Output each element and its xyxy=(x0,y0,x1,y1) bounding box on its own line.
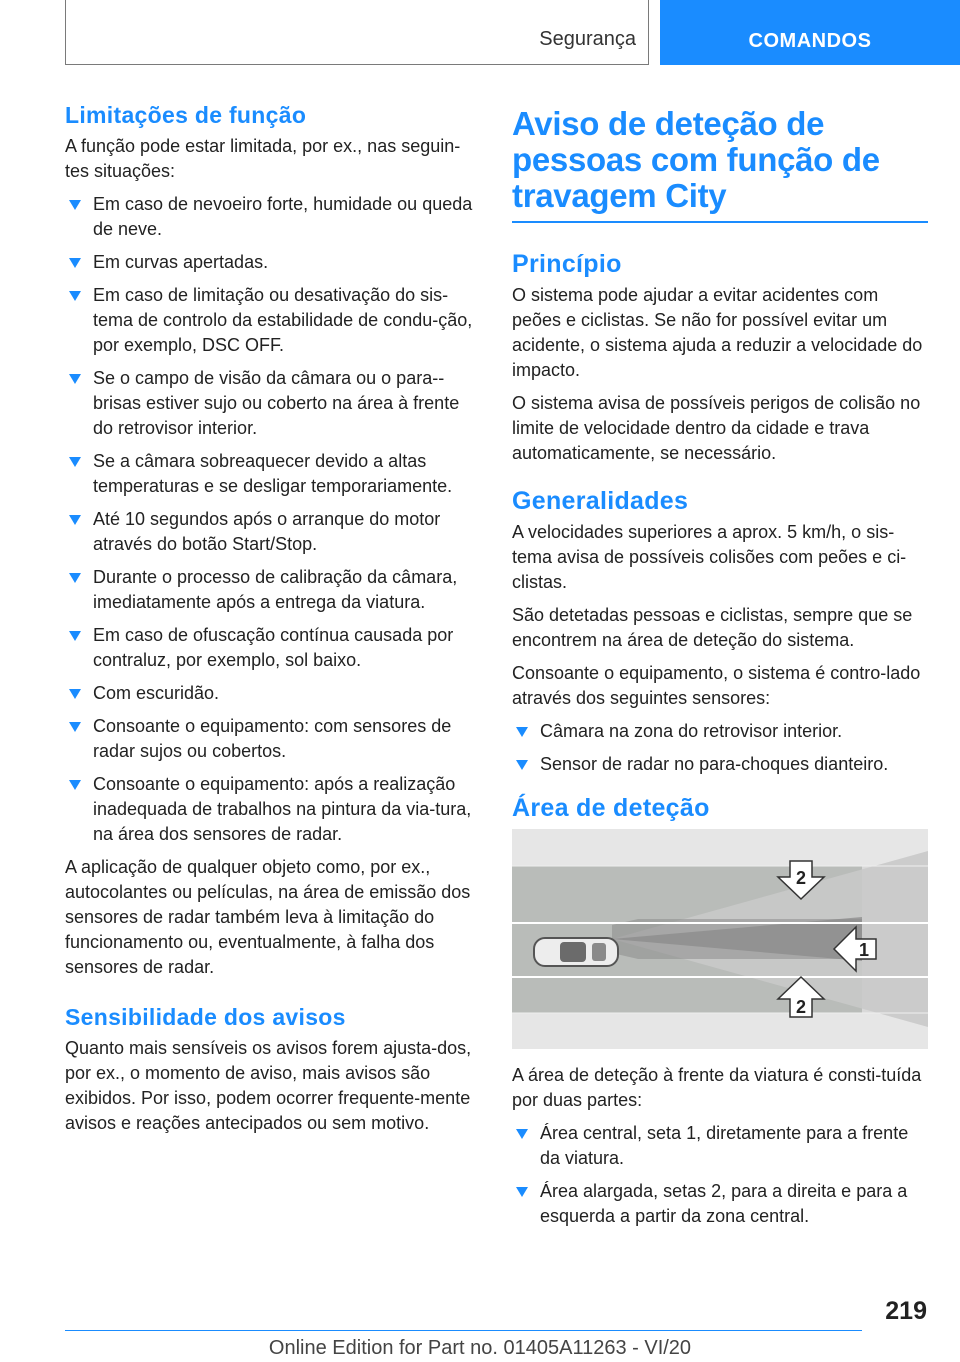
arrow-bottom-label: 2 xyxy=(795,997,807,1017)
limitations-heading: Limitações de função xyxy=(65,102,307,128)
detection-area-text: A área de deteção à frente da viatura é consti-tuída por duas partes: xyxy=(512,1065,922,1110)
left-column xyxy=(65,100,480,1144)
list-item: Se o campo de visão da câmara ou o para--brisas estiver sujo ou coberto na área à frente do retrovisor interior. xyxy=(65,366,480,441)
triangle-bullet-icon xyxy=(69,689,81,699)
limitations-outro: A aplicação de qualquer objeto como, por ex., autocolantes ou películas, na área de emissão dos sensores de radar também leva à limitação do funcionamento ou, eventualmente, à falha dos sensores de radar. xyxy=(65,857,471,977)
principle-paragraph: O sistema pode ajudar a evitar acidentes com peões e ciclistas. Se não for possível evitar um acidente, o sistema ajuda a reduzir a velocidade do impacto. xyxy=(512,285,923,380)
title-rule xyxy=(512,221,928,223)
list-item: Consoante o equipamento: com sensores de radar sujos ou cobertos. xyxy=(65,714,480,764)
sensitivity-text: Quanto mais sensíveis os avisos forem ajusta-dos, por ex., o momento de aviso, mais avisos são exibidos. Por isso, podem ocorrer frequente-mente avisos e reações antecipados ou sem motivo. xyxy=(65,1038,472,1133)
list-item: Consoante o equipamento: após a realização inadequada de trabalhos na pintura da via-tura, na área dos sensores de radar. xyxy=(65,772,480,847)
list-item: Em curvas apertadas. xyxy=(65,250,480,275)
right-column xyxy=(512,100,928,1237)
list-item: Área alargada, setas 2, para a direita e para a esquerda a partir da zona central. xyxy=(512,1179,928,1229)
list-item: Com escuridão. xyxy=(65,681,480,706)
list-item: Se a câmara sobreaquecer devido a altas temperaturas e se desligar temporariamente. xyxy=(65,449,480,499)
triangle-bullet-icon xyxy=(69,631,81,641)
triangle-bullet-icon xyxy=(69,291,81,301)
list-item: Sensor de radar no para-choques dianteiro. xyxy=(512,752,928,777)
detection-area-list xyxy=(512,1121,928,1229)
triangle-bullet-icon xyxy=(69,258,81,268)
list-item: Em caso de limitação ou desativação do sis-tema de controlo da estabilidade de condu-ção, por exemplo, DSC OFF. xyxy=(65,283,480,358)
list-item: Câmara na zona do retrovisor interior. xyxy=(512,719,928,744)
detection-area-diagram xyxy=(512,829,928,1049)
limitations-list xyxy=(65,192,480,847)
page-number: 219 xyxy=(885,1297,927,1325)
list-item: Área central, seta 1, diretamente para a frente da viatura. xyxy=(512,1121,928,1171)
arrow-top-label: 2 xyxy=(795,868,807,888)
main-title: Aviso de deteção de pessoas com função de travagem City xyxy=(512,105,880,214)
list-item: Em caso de nevoeiro forte, humidade ou queda de neve. xyxy=(65,192,480,242)
triangle-bullet-icon xyxy=(69,722,81,732)
triangle-bullet-icon xyxy=(69,515,81,525)
list-item: Durante o processo de calibração da câmara, imediatamente após a entrega da viatura. xyxy=(65,565,480,615)
principle-heading: Princípio xyxy=(512,250,622,278)
car-icon xyxy=(534,938,618,966)
triangle-bullet-icon xyxy=(516,760,528,770)
triangle-bullet-icon xyxy=(69,200,81,210)
triangle-bullet-icon xyxy=(516,1129,528,1139)
principle-paragraph: O sistema avisa de possíveis perigos de colisão no limite de velocidade dentro da cidade e trava automaticamente, se necessário. xyxy=(512,393,921,463)
triangle-bullet-icon xyxy=(69,573,81,583)
detection-area-illustration xyxy=(512,829,928,1049)
general-paragraph: Consoante o equipamento, o sistema é contro-lado através dos seguintes sensores: xyxy=(512,663,921,708)
sensor-list xyxy=(512,719,928,777)
arrow-center-label: 1 xyxy=(858,940,870,960)
triangle-bullet-icon xyxy=(516,1187,528,1197)
footer-rule xyxy=(65,1330,862,1331)
limitations-intro: A função pode estar limitada, por ex., nas seguin-tes situações: xyxy=(65,136,461,181)
header-section-title: Segurança xyxy=(539,28,636,50)
header-section-box xyxy=(65,0,649,65)
triangle-bullet-icon xyxy=(69,780,81,790)
footer-edition: Online Edition for Part no. 01405A11263 - VI/20 xyxy=(268,1337,692,1359)
chapter-tab[interactable] xyxy=(660,0,960,65)
triangle-bullet-icon xyxy=(516,727,528,737)
general-paragraph: A velocidades superiores a aprox. 5 km/h, o sis-tema avisa de possíveis colisões com peões e ci-clistas. xyxy=(512,522,907,592)
sensitivity-heading: Sensibilidade dos avisos xyxy=(65,1004,346,1030)
general-paragraph: São detetadas pessoas e ciclistas, sempre que se encontrem na área de deteção do sistema. xyxy=(512,605,913,650)
list-item: Em caso de ofuscação contínua causada por contraluz, por exemplo, sol baixo. xyxy=(65,623,480,673)
triangle-bullet-icon xyxy=(69,457,81,467)
detection-area-heading: Área de deteção xyxy=(512,794,710,822)
general-heading: Generalidades xyxy=(512,487,689,515)
chapter-tab-label: COMANDOS xyxy=(748,30,872,52)
triangle-bullet-icon xyxy=(69,374,81,384)
list-item: Até 10 segundos após o arranque do motor através do botão Start/Stop. xyxy=(65,507,480,557)
